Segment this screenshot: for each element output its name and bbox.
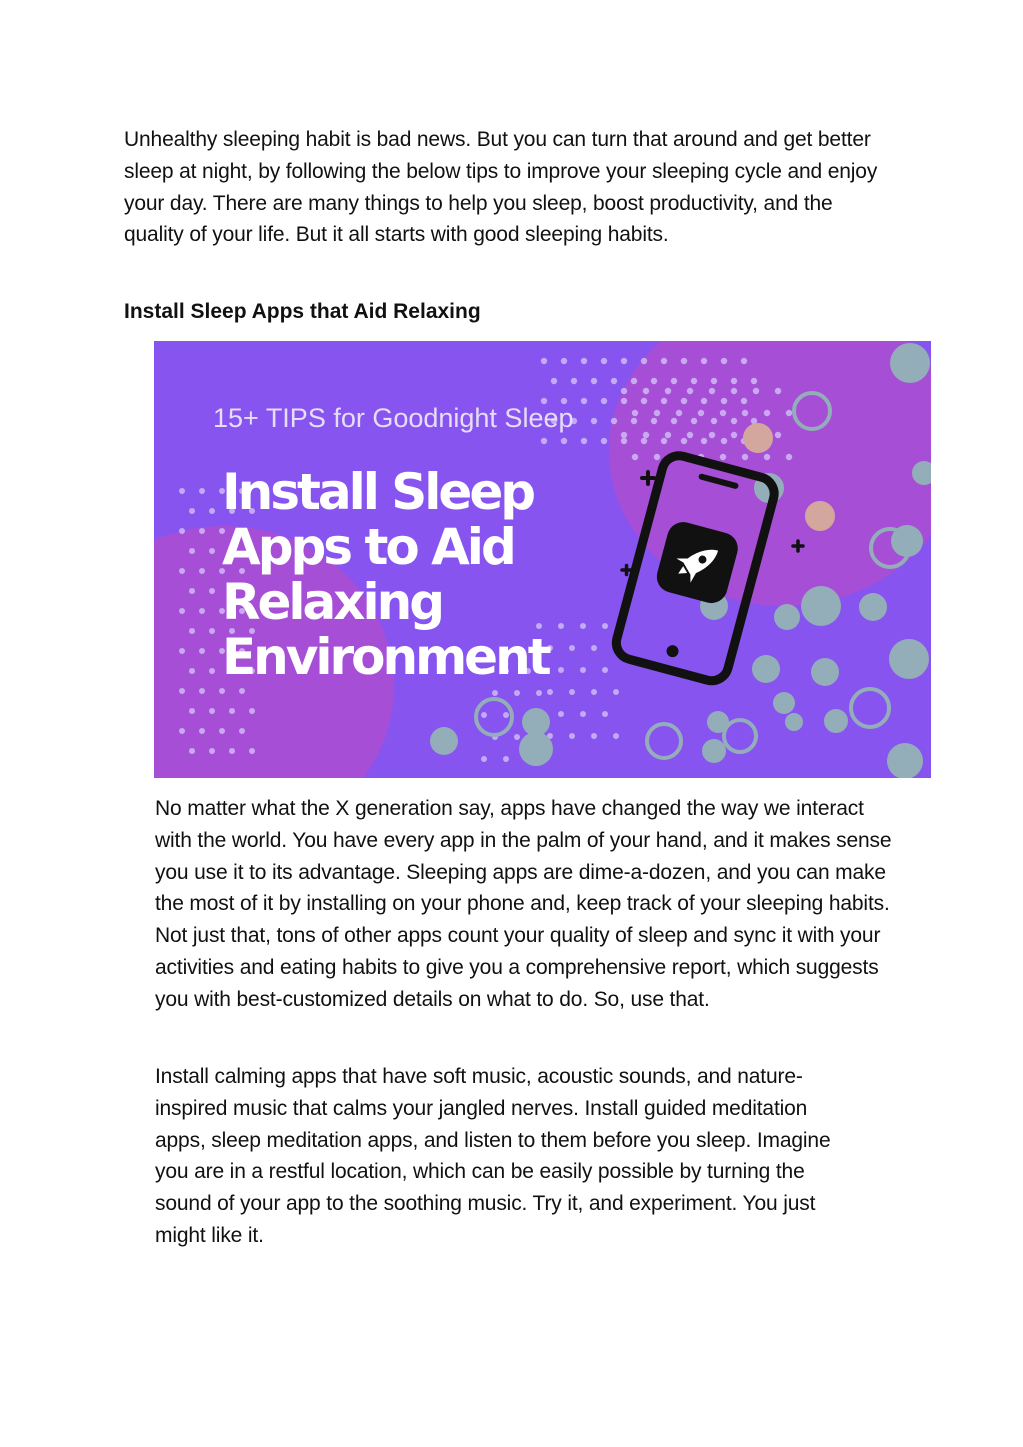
banner-bubble <box>430 727 458 755</box>
banner-dot <box>661 398 667 404</box>
banner-dot <box>209 588 215 594</box>
banner-dot <box>199 568 205 574</box>
banner-dot <box>720 410 726 416</box>
banner-dot <box>179 648 185 654</box>
banner-dot <box>209 628 215 634</box>
banner-dot <box>661 438 667 444</box>
banner-bubble <box>743 423 773 453</box>
banner-dot <box>209 508 215 514</box>
banner-dot <box>671 418 677 424</box>
banner-dot <box>651 378 657 384</box>
banner-dot <box>209 548 215 554</box>
banner-bubble <box>887 743 923 778</box>
banner-dot <box>551 378 557 384</box>
banner-bubble <box>811 658 839 686</box>
banner-dot <box>601 438 607 444</box>
banner-dot <box>189 508 195 514</box>
banner-dot <box>721 438 727 444</box>
banner-dot <box>179 608 185 614</box>
banner-dot <box>720 454 726 460</box>
banner-dot <box>671 378 677 384</box>
banner-dot <box>691 418 697 424</box>
banner-dot <box>709 388 715 394</box>
banner-dot <box>721 398 727 404</box>
banner-title-line-2: Apps to Aid <box>222 518 514 576</box>
banner-dot <box>711 378 717 384</box>
banner-dot <box>665 388 671 394</box>
banner-dot <box>569 689 575 695</box>
banner-dot <box>249 708 255 714</box>
banner-dot <box>601 398 607 404</box>
banner-dot <box>613 733 619 739</box>
banner-bubble <box>785 713 803 731</box>
banner-dot <box>641 358 647 364</box>
banner-dot <box>189 708 195 714</box>
banner-dot <box>189 588 195 594</box>
banner-dot <box>581 358 587 364</box>
banner-dot <box>591 418 597 424</box>
banner-dot <box>631 378 637 384</box>
section-heading: Install Sleep Apps that Aid Relaxing <box>124 300 481 323</box>
banner-bubble <box>805 501 835 531</box>
banner-dot <box>681 358 687 364</box>
banner-bubble <box>801 586 841 626</box>
banner-dot <box>580 711 586 717</box>
banner-dot <box>632 454 638 460</box>
banner-dot <box>613 689 619 695</box>
banner-dot <box>591 378 597 384</box>
body-paragraph-2: Install calming apps that have soft music, acoustic sounds, and nature-inspired music that calms your jangled nerves. Install guided meditation apps, sleep meditation apps, and listen to them before you sleep. Imagine you are in a restful location, which can be easily possible by turning the sound of your app to the soothing music. Try it, and experiment. You just might like it. <box>155 1065 831 1247</box>
banner-title-line-1: Install Sleep <box>222 463 534 521</box>
banner-dot <box>199 488 205 494</box>
banner-dot <box>571 378 577 384</box>
banner-dot <box>621 432 627 438</box>
banner-dot <box>681 398 687 404</box>
banner-dot <box>547 689 553 695</box>
banner-dot <box>643 432 649 438</box>
banner-dot <box>219 728 225 734</box>
banner-dot <box>632 410 638 416</box>
banner-dot <box>199 688 205 694</box>
banner-dot <box>249 748 255 754</box>
banner-bubble <box>773 692 795 714</box>
banner-dot <box>189 668 195 674</box>
banner-dot <box>179 728 185 734</box>
banner-dot <box>481 756 487 762</box>
banner-dot <box>229 748 235 754</box>
banner-dot <box>611 418 617 424</box>
banner-dot <box>569 733 575 739</box>
banner-dot <box>676 410 682 416</box>
banner-title-line-4: Environment <box>222 628 549 686</box>
banner-dot <box>536 690 542 696</box>
banner-dot <box>741 358 747 364</box>
banner-dot <box>229 708 235 714</box>
banner-dot <box>581 438 587 444</box>
banner-dot <box>621 438 627 444</box>
body-paragraph-1: No matter what the X generation say, apps have changed the way we interact with the world. You have every app in the palm of your hand, and it makes sense you use it to its advantage. Sleeping apps are dime-a-dozen, and you can make the most of it by installing on your phone and, keep track of your sleeping habits. Not just that, tons of other apps count your quality of sleep and sync it with your activities and eating habits to give you a comprehensive report, which suggests you with best-customized details on what to do. So, use that. <box>155 797 892 1011</box>
banner-dot <box>179 528 185 534</box>
banner-dot <box>731 378 737 384</box>
banner-dot <box>558 667 564 673</box>
banner-dot <box>741 398 747 404</box>
banner-dot <box>742 410 748 416</box>
banner-dot <box>711 418 717 424</box>
banner-dot <box>492 690 498 696</box>
banner-dot <box>786 454 792 460</box>
banner-dot <box>541 358 547 364</box>
banner-dot <box>581 398 587 404</box>
banner-dot <box>698 410 704 416</box>
banner-dot <box>764 410 770 416</box>
intro-paragraph: Unhealthy sleeping habit is bad news. But you can turn that around and get better sleep at night, by following the below tips to improve your sleeping cycle and enjoy your day. There are many things to help you sleep, boost productivity, and the quality of your life. But it all starts with good sleeping habits. <box>124 128 878 247</box>
banner-dot <box>561 438 567 444</box>
banner-bubble <box>522 708 550 736</box>
banner-dot <box>199 648 205 654</box>
banner-dot <box>753 388 759 394</box>
banner-dot <box>709 432 715 438</box>
banner-bubble <box>774 604 800 630</box>
banner-dot <box>786 410 792 416</box>
banner-dot <box>721 358 727 364</box>
banner-dot <box>701 398 707 404</box>
banner-dot <box>189 628 195 634</box>
banner-dot <box>654 410 660 416</box>
banner-dot <box>541 438 547 444</box>
banner-dot <box>621 358 627 364</box>
banner-dot <box>239 688 245 694</box>
banner-dot <box>591 645 597 651</box>
banner-dot <box>621 388 627 394</box>
banner-dot <box>199 608 205 614</box>
banner-dot <box>189 548 195 554</box>
banner-dot <box>641 438 647 444</box>
banner-dot <box>481 712 487 718</box>
banner-dot <box>602 667 608 673</box>
banner-dot <box>209 708 215 714</box>
banner-bubble <box>519 732 553 766</box>
banner-bubble <box>752 655 780 683</box>
banner-dot <box>199 728 205 734</box>
banner-dot <box>731 418 737 424</box>
banner-dot <box>179 568 185 574</box>
banner-bubble <box>889 639 929 679</box>
banner-dot <box>561 358 567 364</box>
banner-dot <box>601 358 607 364</box>
banner-dot <box>701 438 707 444</box>
banner-dot <box>591 733 597 739</box>
banner-subtitle: 15+ TIPS for Goodnight Sleep <box>213 403 574 433</box>
banner-dot <box>239 728 245 734</box>
banner-dot <box>681 438 687 444</box>
banner-dot <box>179 488 185 494</box>
banner-dot <box>611 378 617 384</box>
banner-dot <box>751 378 757 384</box>
banner-dot <box>602 623 608 629</box>
banner-dot <box>558 623 564 629</box>
banner-dot <box>701 358 707 364</box>
banner-dot <box>580 667 586 673</box>
banner-dot <box>189 748 195 754</box>
banner-title <box>222 463 551 686</box>
banner-dot <box>775 388 781 394</box>
banner-dot <box>514 690 520 696</box>
banner-dot <box>687 388 693 394</box>
banner-dot <box>580 623 586 629</box>
banner-bubble <box>890 343 930 383</box>
banner-dot <box>199 528 205 534</box>
sleep-apps-banner-image <box>154 341 931 778</box>
banner-bubble <box>702 739 726 763</box>
banner-dot <box>503 712 509 718</box>
banner-bubble <box>824 709 848 733</box>
banner-dot <box>643 388 649 394</box>
banner-dot <box>179 688 185 694</box>
banner-bubble <box>859 593 887 621</box>
banner-dot <box>651 418 657 424</box>
banner-dot <box>691 378 697 384</box>
banner-title-line-3: Relaxing <box>222 573 443 631</box>
banner-dot <box>775 432 781 438</box>
banner-dot <box>687 432 693 438</box>
banner-dot <box>569 645 575 651</box>
banner-dot <box>731 432 737 438</box>
banner-dot <box>731 388 737 394</box>
banner-dot <box>621 398 627 404</box>
banner-dot <box>219 688 225 694</box>
banner-dot <box>641 398 647 404</box>
banner-dot <box>602 711 608 717</box>
banner-dot <box>742 454 748 460</box>
banner-dot <box>558 711 564 717</box>
banner-dot <box>591 689 597 695</box>
banner-dot <box>209 748 215 754</box>
banner-dot <box>209 668 215 674</box>
banner-dot <box>764 454 770 460</box>
banner-dot <box>503 756 509 762</box>
banner-dot <box>661 358 667 364</box>
banner-dot <box>631 418 637 424</box>
banner-dot <box>654 454 660 460</box>
banner-dot <box>665 432 671 438</box>
banner-dot <box>514 734 520 740</box>
